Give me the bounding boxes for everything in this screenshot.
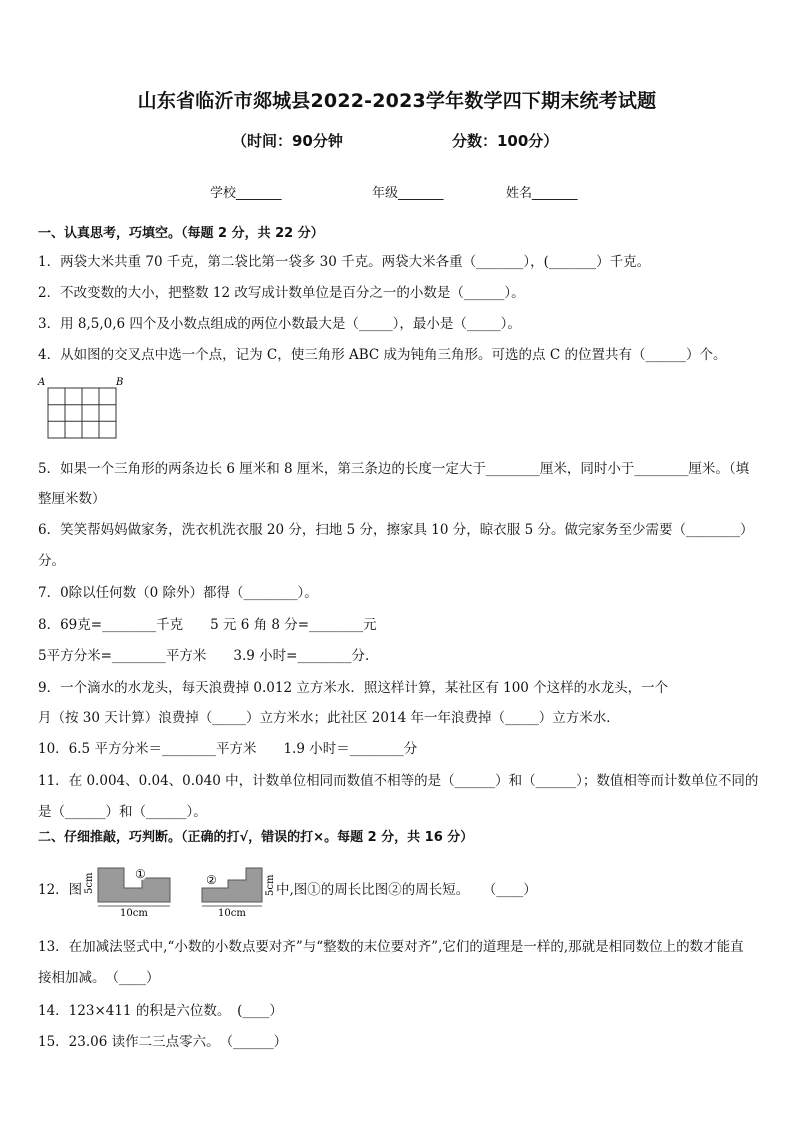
perimeter-figure-2 bbox=[198, 858, 278, 920]
question-3: 3．用 8,5,0,6 四个及小数点组成的两位小数最大是（_____），最小是（_____）。 bbox=[38, 316, 521, 332]
question-5-line-2: 整厘米数） bbox=[38, 491, 106, 507]
question-11-line-2: 是（______）和（______）。 bbox=[38, 804, 207, 820]
name-field[interactable]: 姓名_______ bbox=[506, 186, 578, 201]
question-4: 4．从如图的交叉点中选一个点，记为 C，使三角形 ABC 成为钝角三角形。可选的点 C 的位置共有（______）个。 bbox=[38, 347, 727, 363]
question-1: 1．两袋大米共重 70 千克，第二袋比第一袋多 30 千克。两袋大米各重（_______），(_______）千克。 bbox=[38, 254, 651, 270]
point-b-label: B bbox=[116, 377, 124, 388]
question-9-line-1: 9．一个滴水的水龙头，每天浪费掉 0.012 立方米水．照这样计算，某社区有 100 个这样的水龙头，一个 bbox=[38, 680, 669, 696]
point-a-label: A bbox=[38, 377, 46, 388]
question-2: 2．不改变数的大小，把整数 12 改写成计数单位是百分之一的小数是（______）。 bbox=[38, 285, 525, 301]
question-4-grid-figure bbox=[36, 373, 130, 445]
exam-title: 山东省临沂市郯城县2022-2023学年数学四下期末统考试题 bbox=[137, 90, 657, 112]
question-11-line-1: 11．在 0.004、0.04、0.040 中，计数单位相同而数值不相等的是（______）和（______）；数值相等而计数单位不同的 bbox=[38, 773, 759, 789]
question-14: 14．123×411 的积是六位数。 (____） bbox=[38, 1003, 283, 1019]
question-6-line-1: 6．笑笑帮妈妈做家务，洗衣机洗衣服 20 分，扫地 5 分，擦家具 10 分，晾衣服 5 分。做完家务至少需要（________） bbox=[38, 522, 754, 538]
figure-1-width-label: 10cm bbox=[120, 908, 148, 919]
figure-2-height-label: 5cm bbox=[265, 874, 276, 896]
exam-time: （时间：90分钟 bbox=[232, 132, 343, 150]
question-12-prefix: 12．图 bbox=[38, 882, 83, 898]
question-9-line-2: 月（按 30 天计算）浪费掉（_____）立方米水；此社区 2014 年一年浪费掉（_____）立方米水． bbox=[38, 710, 620, 726]
question-7: 7．0除以任何数（0 除外）都得（________）。 bbox=[38, 585, 318, 601]
question-10: 10．6.5 平方分米＝________平方米 1.9 小时＝________分 bbox=[38, 741, 418, 757]
question-5-line-1: 5．如果一个三角形的两条边长 6 厘米和 8 厘米，第三条边的长度一定大于________厘米，同时小于________厘米。（填 bbox=[38, 461, 750, 477]
question-8-line-2: 5平方分米=________平方米 3.9 小时=________分. bbox=[38, 648, 370, 664]
figure-1-number: ① bbox=[135, 867, 146, 881]
figure-2-width-label: 10cm bbox=[218, 908, 246, 919]
question-6-line-2: 分。 bbox=[38, 553, 65, 569]
section-2-heading: 二、仔细推敲，巧判断。（正确的打√，错误的打×。每题 2 分，共 16 分） bbox=[38, 830, 474, 845]
question-13-line-1: 13．在加减法竖式中,“小数的小数点要对齐”与“整数的末位要对齐”,它们的道理是一样的,那就是相同数位上的数才能直 bbox=[38, 939, 744, 955]
section-1-heading: 一、认真思考，巧填空。（每题 2 分，共 22 分） bbox=[38, 226, 324, 241]
school-field[interactable]: 学校_______ bbox=[210, 186, 282, 201]
figure-1-height-label: 5cm bbox=[84, 872, 95, 894]
figure-2-number: ② bbox=[206, 873, 217, 887]
question-8-line-1: 8．69克=________千克 5 元 6 角 8 分=________元 bbox=[38, 617, 377, 633]
grade-field[interactable]: 年级_______ bbox=[372, 186, 444, 201]
question-13-line-2: 接相加减。 （____） bbox=[38, 970, 160, 986]
exam-score: 分数：100分） bbox=[452, 132, 559, 150]
perimeter-figure-1 bbox=[80, 858, 180, 920]
question-15: 15．23.06 读作二三点零六。 （______） bbox=[38, 1034, 288, 1050]
question-12-text: 中,图①的周长比图②的周长短。 （____） bbox=[276, 882, 537, 898]
